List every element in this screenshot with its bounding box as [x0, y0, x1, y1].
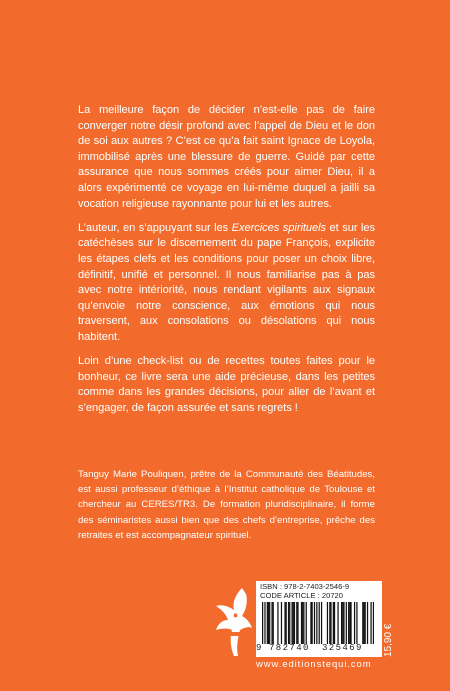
barcode-label: [256, 581, 382, 657]
barcode-bar: [296, 602, 297, 644]
barcode-bar: [264, 602, 265, 644]
barcode-bar: [312, 602, 313, 644]
barcode-bar: [271, 602, 272, 644]
summary-text: [78, 103, 375, 425]
barcode-bar: [294, 602, 295, 644]
barcode-bar: [370, 602, 371, 644]
barcode-bar: [269, 602, 270, 644]
summary-paragraph-2: [78, 221, 375, 346]
barcode-bar: [343, 602, 344, 644]
article-code: CODE ARTICLE : 20720: [260, 591, 344, 600]
summary-paragraph-2-start: L’auteur, en s’appuyant sur les: [78, 221, 232, 234]
barcode-bar: [367, 602, 368, 644]
barcode-bar: [286, 602, 287, 644]
isbn-number: ISBN : 978-2-7403-2546-9: [260, 582, 350, 591]
barcode-bar: [362, 602, 363, 644]
publisher-website: www.editionstequi.com: [256, 659, 372, 670]
barcode-bar: [293, 602, 294, 644]
price-label: 15,90 €: [383, 623, 394, 657]
barcode-bar: [365, 602, 366, 644]
barcode-bar: [329, 602, 330, 644]
barcode-bar: [348, 602, 349, 644]
barcode-bar: [267, 602, 268, 644]
barcode-bar: [319, 602, 320, 644]
summary-paragraph-2-end: et sur les catéchèses sur le discernement du pape François, explicite les étapes clefs et les conditions pour poser un choix libre, définitif, unifié et personnel. Il nous familiarise pas à pas avec notre intériorité, nous rendant vigilants aux signaux qu’envoie notre conscience, aux émotions qui nous traversent, aux consolations ou désolations qui nous habitent.: [78, 221, 375, 343]
barcode-digit-first: 9: [256, 643, 262, 653]
barcode-bar: [333, 602, 334, 644]
barcode-bar: [337, 602, 338, 644]
barcode-bar: [321, 602, 322, 644]
book-title-reference: Exercices spirituels: [231, 221, 327, 234]
barcode-bar: [342, 602, 343, 644]
barcode-bar: [373, 602, 374, 644]
barcode-bar: [262, 602, 263, 644]
summary-paragraph-1: La meilleure façon de décider n’est-elle pas de faire converger notre désir profond avec l’appel de Dieu et le don de soi aux autres ? C’est ce qu’a fait saint Ignace de Loyola, immobilisé après une blessure de guerre. Guidé par cette assurance que nous sommes créés pour aimer Dieu, il a alors expérimenté ce voyage en lui-même duquel a jailli sa vocation religieuse rayonnante pour lui et les autres.: [78, 104, 375, 210]
barcode-bar: [268, 602, 269, 644]
barcode-bar: [330, 602, 331, 644]
barcode-bar: [310, 602, 311, 644]
barcode-bar: [349, 602, 350, 644]
barcode-bar: [314, 602, 315, 644]
barcode-bar: [291, 602, 292, 644]
barcode-bar: [346, 602, 347, 644]
author-bio: Tanguy Marie Pouliquen, prêtre de la Communauté des Béatitudes, est aussi professeur d’éthique à l’Institut catholique de Toulouse et chercheur au CERES/TR3. De formation pluridisciplinaire, il forme des séminaristes aussi bien que des chefs d’entreprise, prêche des retraites et est accompagnateur spirituel.: [78, 469, 375, 541]
winged-figure-logo-icon: [212, 584, 256, 662]
barcode-digits: [256, 643, 382, 655]
barcode-bar: [281, 602, 282, 644]
barcode-bar: [277, 602, 278, 644]
barcode-bar: [327, 602, 328, 644]
barcode-bar: [306, 602, 307, 644]
barcode-bar: [289, 602, 290, 644]
barcode-bar: [341, 602, 342, 644]
barcode-bar: [334, 602, 335, 644]
barcode-bar: [316, 602, 317, 644]
barcode-bar: [273, 602, 274, 644]
barcode-bar: [354, 602, 355, 644]
barcode-bar: [284, 602, 285, 644]
barcode-digits-left: 782740: [269, 643, 310, 653]
barcode-bar: [303, 602, 304, 644]
barcode-bars: [262, 602, 374, 644]
barcode-bar: [302, 602, 303, 644]
barcode-bar: [356, 602, 357, 644]
barcode-bar: [363, 602, 364, 644]
barcode-bar: [288, 602, 289, 644]
barcode-digits-right: 325469: [322, 643, 363, 653]
summary-paragraph-3: Loin d’une check-list ou de recettes toutes faites pour le bonheur, ce livre sera une aide précieuse, dans les petites comme dans les grandes décisions, pour aller de l’avant et s’engager, de façon assurée et sans regrets !: [78, 355, 375, 414]
barcode-bar: [301, 602, 302, 644]
barcode-bar: [350, 602, 351, 644]
barcode-bar: [297, 602, 298, 644]
